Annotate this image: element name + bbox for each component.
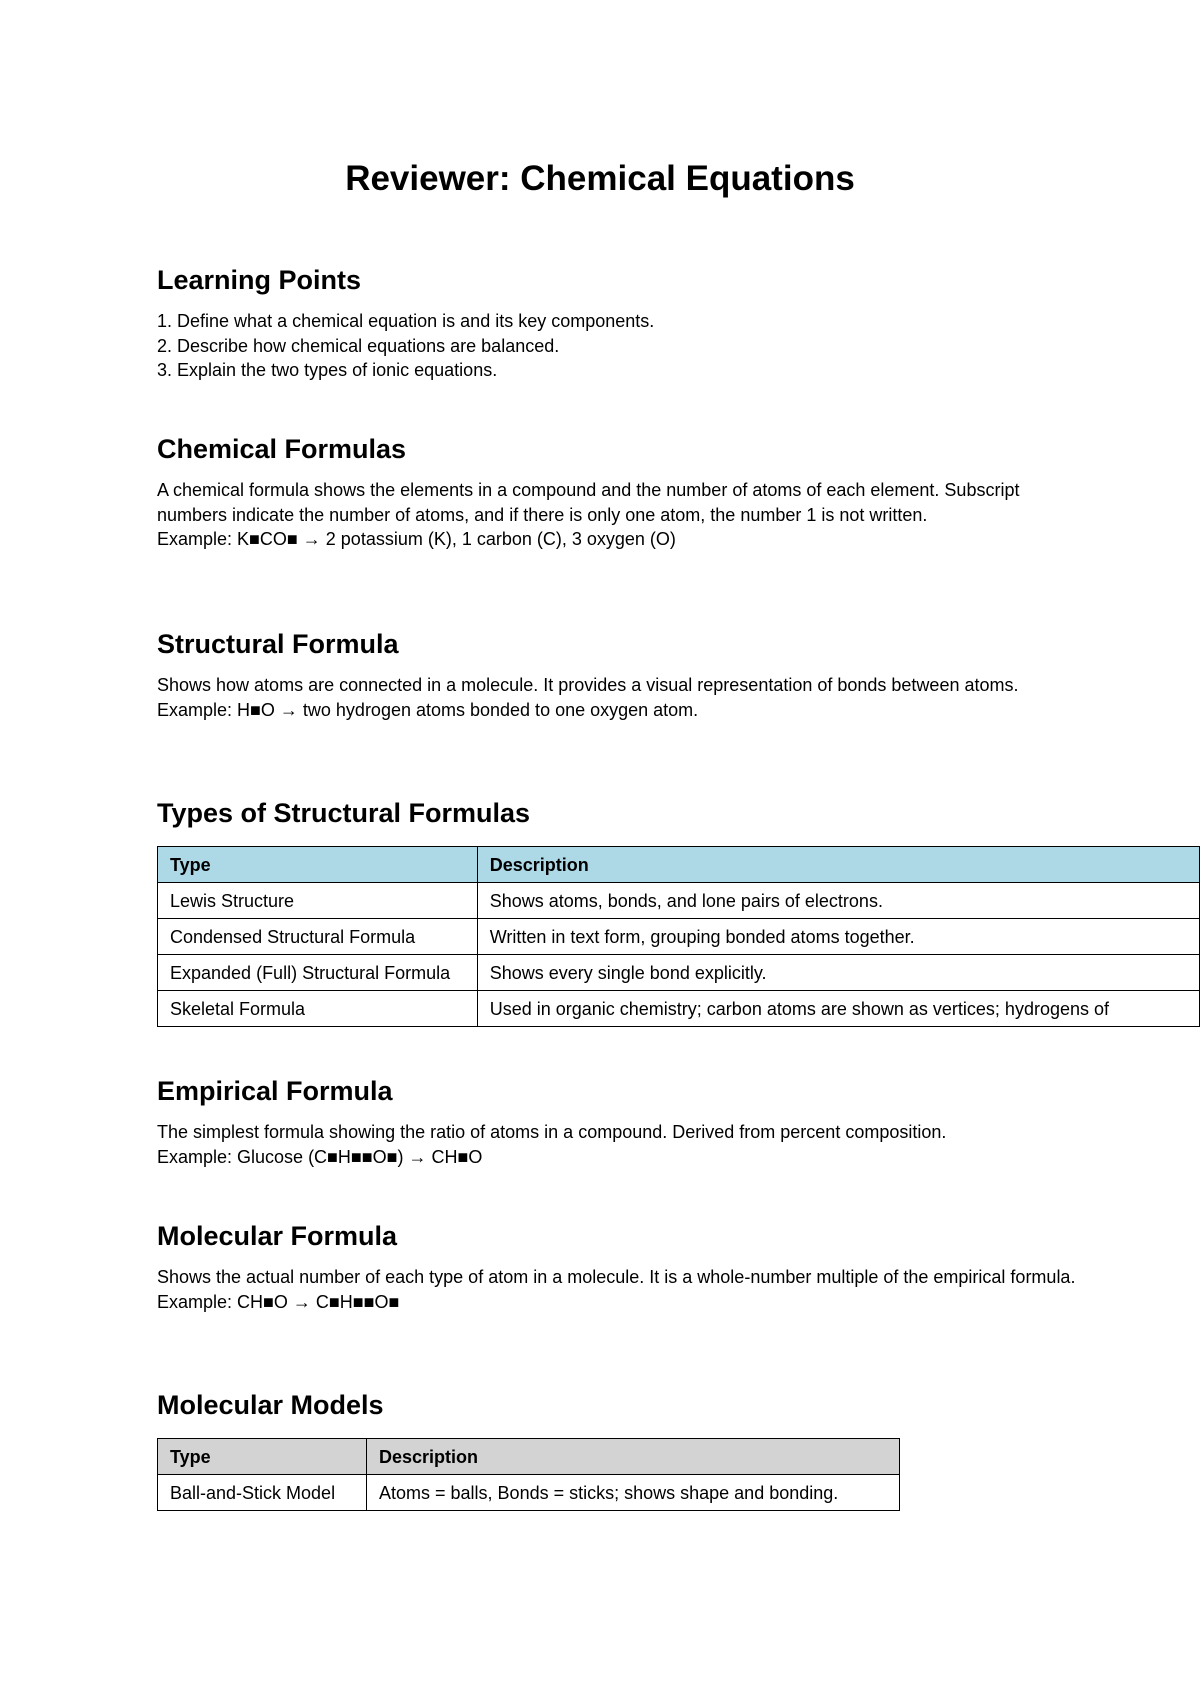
molecular-models-table xyxy=(157,1438,900,1511)
table-cell-type: Condensed Structural Formula xyxy=(158,919,478,955)
molecular-formula-example: Example: CH■O → C■H■■O■ xyxy=(157,1291,400,1312)
structural-formula-example: Example: H■O → two hydrogen atoms bonded to one oxygen atom. xyxy=(157,699,699,720)
learning-points-heading: Learning Points xyxy=(157,265,362,295)
structural-formula-body: Shows how atoms are connected in a molecule. It provides a visual representation of bonds between atoms. xyxy=(157,675,1019,695)
empirical-formula-body: The simplest formula showing the ratio of atoms in a compound. Derived from percent composition. xyxy=(157,1122,947,1142)
chemical-formulas-body: A chemical formula shows the elements in a compound and the number of atoms of each element. Subscript numbers indicate the number of atoms, and if there is only one atom, the number 1 is not written. xyxy=(157,480,1020,525)
chemical-formulas-section xyxy=(157,432,1200,552)
learning-points-list xyxy=(157,309,1200,383)
table-row xyxy=(158,883,1200,919)
molecular-models-heading: Molecular Models xyxy=(157,1390,384,1420)
types-of-structural-formulas-section xyxy=(157,796,1200,1027)
list-item: 3. Explain the two types of ionic equations. xyxy=(157,360,498,380)
table-cell-type: Expanded (Full) Structural Formula xyxy=(158,955,478,991)
table-cell-type: Skeletal Formula xyxy=(158,991,478,1027)
learning-points-section xyxy=(157,263,1200,383)
types-of-structural-formulas-heading: Types of Structural Formulas xyxy=(157,798,531,828)
table-header-description: Description xyxy=(477,847,1199,883)
molecular-formula-heading: Molecular Formula xyxy=(157,1221,398,1251)
table-header-row xyxy=(158,847,1200,883)
molecular-formula-section xyxy=(157,1219,1200,1314)
structural-formula-heading: Structural Formula xyxy=(157,629,399,659)
table-header-type: Type xyxy=(158,847,478,883)
empirical-formula-example: Example: Glucose (C■H■■O■) → CH■O xyxy=(157,1146,483,1167)
table-cell-description: Atoms = balls, Bonds = sticks; shows shape and bonding. xyxy=(367,1475,900,1511)
document-title: Reviewer: Chemical Equations xyxy=(345,159,855,198)
structural-formula-section xyxy=(157,627,1200,722)
table-cell-description: Written in text form, grouping bonded atoms together. xyxy=(477,919,1199,955)
table-row xyxy=(158,1475,900,1511)
table-cell-type: Ball-and-Stick Model xyxy=(158,1475,367,1511)
table-row xyxy=(158,955,1200,991)
chemical-formulas-example: Example: K■CO■ → 2 potassium (K), 1 carbon (C), 3 oxygen (O) xyxy=(157,529,676,549)
table-header-description: Description xyxy=(367,1439,900,1475)
molecular-models-section xyxy=(157,1388,1200,1511)
list-item: 1. Define what a chemical equation is and its key components. xyxy=(157,311,655,331)
empirical-formula-section xyxy=(157,1074,1200,1169)
table-cell-description: Shows every single bond explicitly. xyxy=(477,955,1199,991)
table-cell-description: Shows atoms, bonds, and lone pairs of electrons. xyxy=(477,883,1199,919)
table-header-row xyxy=(158,1439,900,1475)
table-header-type: Type xyxy=(158,1439,367,1475)
molecular-formula-body: Shows the actual number of each type of atom in a molecule. It is a whole-number multiple of the empirical formula. xyxy=(157,1267,1076,1287)
table-row xyxy=(158,919,1200,955)
table-row xyxy=(158,991,1200,1027)
chemical-formulas-heading: Chemical Formulas xyxy=(157,434,407,464)
empirical-formula-heading: Empirical Formula xyxy=(157,1076,393,1106)
table-cell-description: Used in organic chemistry; carbon atoms are shown as vertices; hydrogens of xyxy=(477,991,1199,1027)
list-item: 2. Describe how chemical equations are balanced. xyxy=(157,335,560,356)
structural-formulas-table xyxy=(157,846,1200,1027)
table-cell-type: Lewis Structure xyxy=(158,883,478,919)
